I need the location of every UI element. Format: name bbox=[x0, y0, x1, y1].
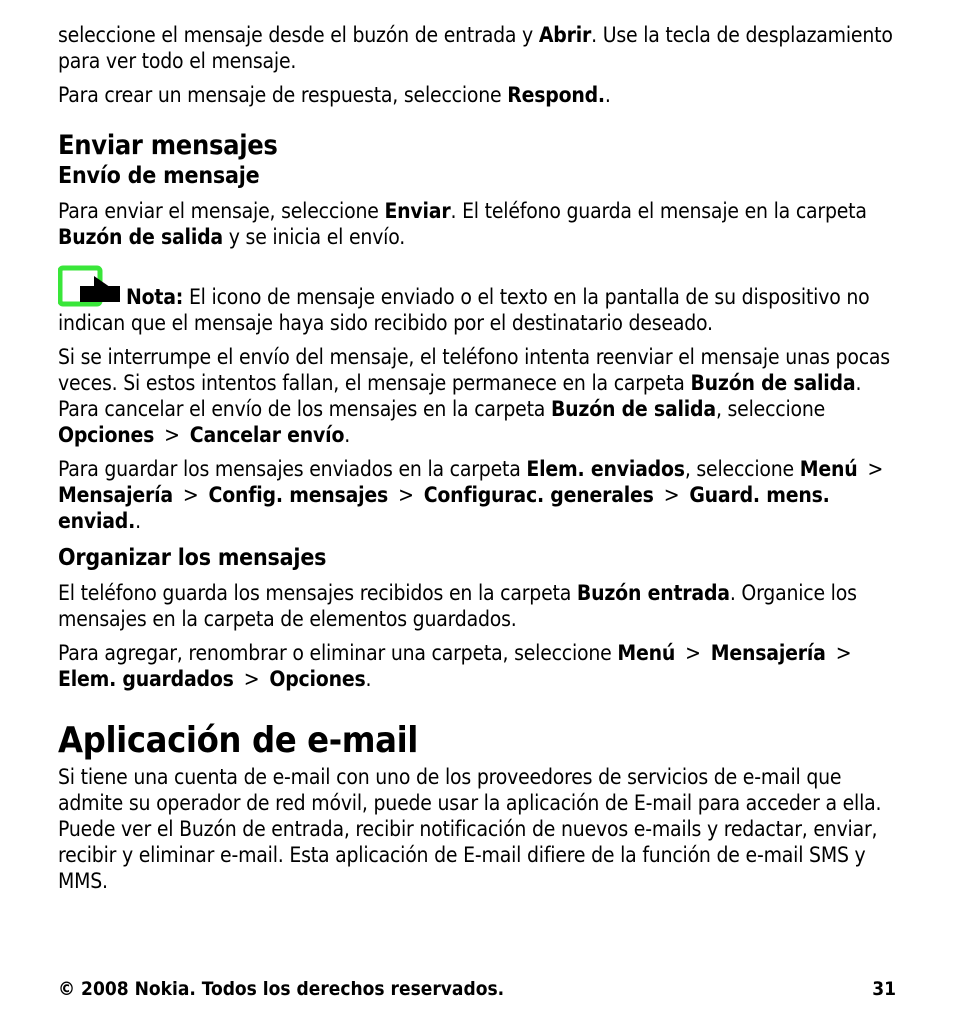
enviar-paragraph-2: Si se interrumpe el envío del mensaje, el teléfono intenta reenviar el mensaje unas pocas veces. Si estos intentos fallan, el mensaje permanece en la carpeta Buzón de salida. Para cancelar el envío de los mensajes en la carpeta Buzón de salida, seleccione Opciones > Cancelar envío. bbox=[58, 345, 890, 447]
organizar-paragraph-1: El teléfono guarda los mensajes recibidos en la carpeta Buzón entrada. Organice los mensajes en la carpeta de elementos guardados. bbox=[58, 581, 857, 631]
document-page bbox=[58, 22, 898, 894]
path-separator: > bbox=[164, 423, 180, 447]
path-separator: > bbox=[182, 483, 199, 507]
path-separator: > bbox=[835, 641, 852, 665]
email-paragraph-1: Si tiene una cuenta de e-mail con uno de los proveedores de servicios de e-mail que admite su operador de red móvil, puede usar la aplicación de E-mail para acceder a ella. Puede ver el Buzón de entrada, recibir notificación de nuevos e-mails y redactar, enviar, recibir y eliminar e-mail. Esta aplicación de E-mail difiere de la función de e-mail SMS y MMS. bbox=[58, 765, 882, 893]
section-heading-enviar: Enviar mensajes bbox=[58, 130, 278, 161]
page-number: 31 bbox=[872, 978, 896, 1000]
note-paragraph: Nota: El icono de mensaje enviado o el texto en la pantalla de su dispositivo no indican que el mensaje haya sido recibido por el destinatario deseado. bbox=[58, 264, 898, 336]
path-separator: > bbox=[398, 483, 414, 507]
copyright-text: © 2008 Nokia. Todos los derechos reservados. bbox=[58, 978, 505, 1000]
enviar-paragraph-3: Para guardar los mensajes enviados en la carpeta Elem. enviados, seleccione Menú >Mensajería > Config. mensajes > Configurac. generales > Guard. mens. enviad.. bbox=[58, 457, 884, 533]
path-separator: > bbox=[663, 483, 680, 507]
organizar-paragraph-2: Para agregar, renombrar o eliminar una carpeta, seleccione Menú > Mensajería >Elem. guardados > Opciones. bbox=[58, 641, 852, 691]
subsection-heading-organizar: Organizar los mensajes bbox=[58, 545, 327, 571]
note-icon bbox=[58, 264, 122, 308]
section-heading-email: Aplicación de e-mail bbox=[58, 720, 418, 761]
path-separator: > bbox=[867, 457, 884, 481]
intro-paragraph-1: seleccione el mensaje desde el buzón de entrada y Abrir. Use la tecla de desplazamiento para ver todo el mensaje. bbox=[58, 23, 893, 73]
enviar-paragraph-1: Para enviar el mensaje, seleccione Enviar. El teléfono guarda el mensaje en la carpeta Buzón de salida y se inicia el envío. bbox=[58, 199, 867, 249]
intro-paragraph-2: Para crear un mensaje de respuesta, seleccione Respond.. bbox=[58, 83, 611, 107]
path-separator: > bbox=[243, 667, 260, 691]
subsection-heading-envio: Envío de mensaje bbox=[58, 163, 260, 189]
path-separator: > bbox=[685, 641, 701, 665]
